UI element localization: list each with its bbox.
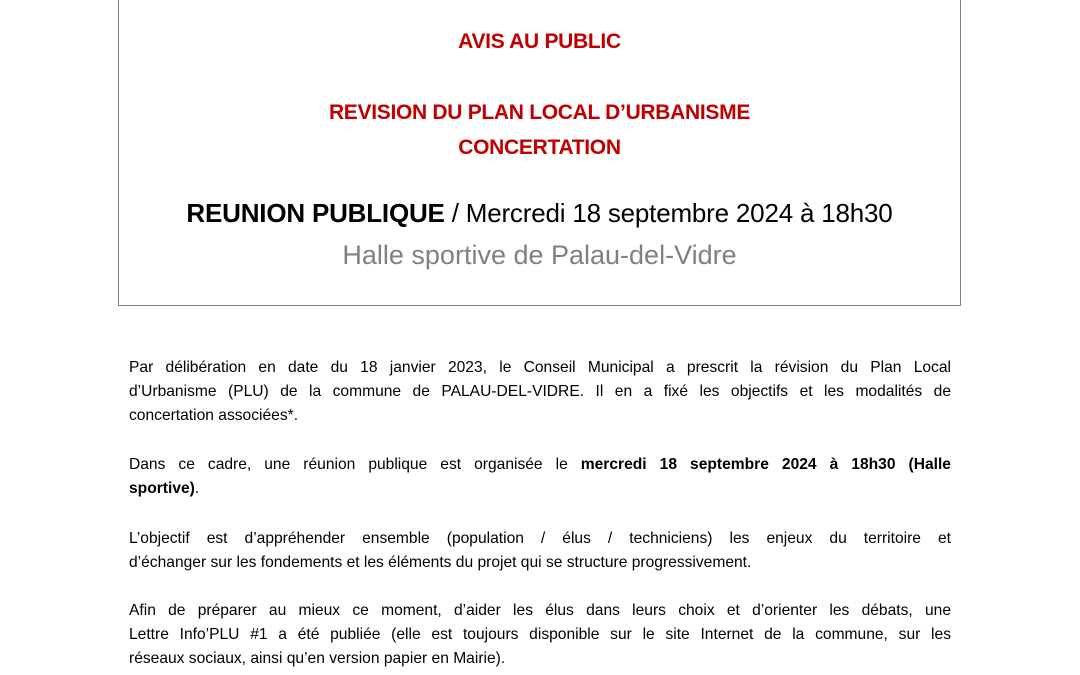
title-line-2: CONCERTATION bbox=[458, 136, 621, 159]
text-line bbox=[129, 454, 951, 476]
text-line: L’objectif est d’appréhender ensemble (population / élus / techniciens) les enjeux du territoire et bbox=[129, 530, 951, 547]
notice-header-box bbox=[118, 0, 961, 306]
meeting-date: / Mercredi 18 septembre 2024 à 18h30 bbox=[444, 198, 893, 228]
text-line: Afin de préparer au mieux ce moment, d’aider les élus dans leurs choix et d’orienter les débats, une bbox=[129, 602, 951, 619]
meeting-label: REUNION PUBLIQUE bbox=[186, 198, 445, 228]
text-line: Par délibération en date du 18 janvier 2023, le Conseil Municipal a prescrit la révision du Plan Local bbox=[129, 359, 951, 376]
meeting-venue: Halle sportive de Palau-del-Vidre bbox=[342, 240, 737, 270]
meeting-date-emphasis: mercredi 18 septembre 2024 à 18h30 (Halle bbox=[580, 456, 951, 473]
text-line: réseaux sociaux, ainsi qu’en version papier en Mairie). bbox=[129, 650, 506, 667]
meeting-venue-emphasis: sportive) bbox=[129, 480, 195, 497]
notice-label: AVIS AU PUBLIC bbox=[458, 30, 621, 53]
text-line bbox=[129, 478, 951, 500]
text-line: d’échanger sur les fondements et les éléments du projet qui se structure progressivement. bbox=[129, 554, 752, 571]
text-segment: . bbox=[194, 480, 200, 497]
text-line: d’Urbanisme (PLU) de la commune de PALAU-DEL-VIDRE. Il en a fixé les objectifs et les modalités de bbox=[129, 383, 951, 400]
text-line: Lettre Info’PLU #1 a été publiée (elle est toujours disponible sur le site Internet de la commune, sur les bbox=[129, 626, 951, 643]
text-line: concertation associées*. bbox=[129, 407, 299, 424]
meeting-line bbox=[119, 198, 960, 229]
title-line-1: REVISION DU PLAN LOCAL D’URBANISME bbox=[328, 101, 751, 124]
text-segment: Dans ce cadre, une réunion publique est organisée le bbox=[129, 456, 581, 473]
